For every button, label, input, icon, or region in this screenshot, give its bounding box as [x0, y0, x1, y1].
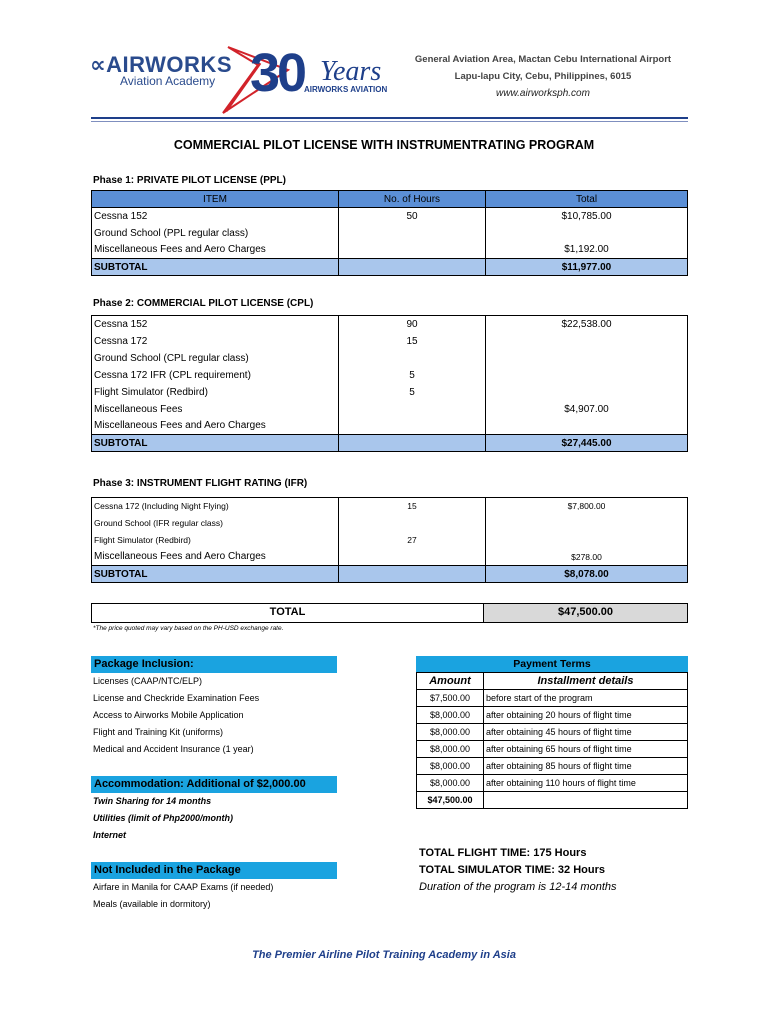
- table-row: $8,000.00 after obtaining 45 hours of flight time: [417, 724, 688, 741]
- address-line-1: General Aviation Area, Mactan Cebu International Airport: [414, 54, 672, 65]
- payment-terms-table: [416, 672, 688, 809]
- package-inclusion-header: Package Inclusion:: [91, 656, 337, 673]
- phase1-title: Phase 1: PRIVATE PILOT LICENSE (PPL): [93, 175, 286, 186]
- header-divider: [91, 117, 688, 119]
- table-row: Flight Simulator (Redbird) 5: [92, 384, 688, 401]
- table-row: Ground School (PPL regular class): [92, 225, 688, 242]
- address-block: [408, 51, 678, 102]
- accommodation-list: [93, 793, 233, 844]
- list-item: Internet: [93, 830, 127, 840]
- payment-header-row: [417, 673, 688, 690]
- logo-subtitle: Aviation Academy: [120, 74, 216, 88]
- address-line-2: Lapu-lapu City, Cebu, Philippines, 6015: [454, 71, 632, 82]
- accommodation-header: Accommodation: Additional of $2,000.00: [91, 776, 337, 793]
- col-amount: Amount: [417, 673, 484, 690]
- col-total: Total: [486, 191, 688, 208]
- table-row: Cessna 152 90 $22,538.00: [92, 316, 688, 333]
- col-hours: No. of Hours: [339, 191, 486, 208]
- list-item: Utilities (limit of Php2000/month): [93, 813, 234, 823]
- table-row: Miscellaneous Fees and Aero Charges $1,192.00: [92, 242, 688, 259]
- table-row: Miscellaneous Fees and Aero Charges: [92, 418, 688, 435]
- exchange-rate-note: *The price quoted may vary based on the PH-USD exchange rate.: [93, 625, 284, 632]
- list-item: Meals (available in dormitory): [93, 899, 211, 909]
- package-inclusion-list: [93, 673, 259, 758]
- phase2-table: [91, 315, 688, 452]
- subtotal-row: SUBTOTAL $27,445.00: [92, 435, 688, 452]
- total-simulator-time: TOTAL SIMULATOR TIME: 32 Hours: [419, 864, 605, 876]
- phase2-title: Phase 2: COMMERCIAL PILOT LICENSE (CPL): [93, 298, 314, 309]
- list-item: Access to Airworks Mobile Application: [93, 710, 244, 720]
- subtotal-row: SUBTOTAL $8,078.00: [92, 566, 688, 583]
- phase3-title: Phase 3: INSTRUMENT FLIGHT RATING (IFR): [93, 478, 308, 489]
- col-installment-details: Installment details: [484, 673, 688, 690]
- col-item: ITEM: [92, 191, 339, 208]
- list-item: Airfare in Manila for CAAP Exams (if needed): [93, 882, 274, 892]
- program-summary: [419, 845, 617, 896]
- list-item: Flight and Training Kit (uniforms): [93, 727, 224, 737]
- phase1-table: [91, 190, 688, 276]
- table-row: Ground School (IFR regular class): [92, 515, 688, 532]
- table-row: Cessna 172 (Including Night Flying) 15 $7,800.00: [92, 498, 688, 515]
- table-row: Ground School (CPL regular class): [92, 350, 688, 367]
- website-link[interactable]: www.airworksph.com: [496, 88, 590, 99]
- table-row: Flight Simulator (Redbird) 27: [92, 532, 688, 549]
- subtotal-row: SUBTOTAL $11,977.00: [92, 259, 688, 276]
- total-flight-time: TOTAL FLIGHT TIME: 175 Hours: [419, 847, 587, 859]
- list-item: Licenses (CAAP/NTC/ELP): [93, 676, 203, 686]
- table-row: Cessna 152 50 $10,785.00: [92, 208, 688, 225]
- logo-brand-text: ∝AIRWORKS: [90, 52, 232, 77]
- list-item: License and Checkride Examination Fees: [93, 693, 260, 703]
- not-included-header: Not Included in the Package: [91, 862, 337, 879]
- table-row: $8,000.00 after obtaining 110 hours of flight time: [417, 775, 688, 792]
- logo-mark-icon: ∝: [90, 52, 107, 77]
- grand-total-value: $47,500.00: [484, 604, 687, 622]
- table-row: Miscellaneous Fees and Aero Charges $278.00: [92, 549, 688, 566]
- phase3-table: [91, 497, 688, 583]
- list-item: Twin Sharing for 14 months: [93, 796, 212, 806]
- payment-terms-header: Payment Terms: [416, 656, 688, 672]
- table-row: Cessna 172 15: [92, 333, 688, 350]
- footer-tagline: The Premier Airline Pilot Training Academy in Asia: [252, 949, 516, 961]
- table-row: Miscellaneous Fees $4,907.00: [92, 401, 688, 418]
- payment-total-row: $47,500.00: [417, 792, 688, 809]
- table-row: $8,000.00 after obtaining 65 hours of flight time: [417, 741, 688, 758]
- program-duration: Duration of the program is 12-14 months: [419, 881, 617, 893]
- academy-logo: [90, 40, 420, 120]
- table-row: $8,000.00 after obtaining 85 hours of flight time: [417, 758, 688, 775]
- not-included-list: [93, 879, 273, 913]
- list-item: Medical and Accident Insurance (1 year): [93, 744, 254, 754]
- anniversary-number: 30: [250, 43, 305, 103]
- grand-total: [91, 603, 688, 623]
- document-title: COMMERCIAL PILOT LICENSE WITH INSTRUMENTRATING PROGRAM: [173, 138, 595, 152]
- header-divider-thin: [91, 121, 688, 122]
- anniversary-brand: AIRWORKS AVIATION: [304, 85, 388, 94]
- grand-total-label: TOTAL: [92, 604, 484, 622]
- table-row: Cessna 172 IFR (CPL requirement) 5: [92, 367, 688, 384]
- anniversary-word: Years: [320, 56, 382, 87]
- table-header-row: [92, 191, 688, 208]
- table-row: $7,500.00 before start of the program: [417, 690, 688, 707]
- table-row: $8,000.00 after obtaining 20 hours of flight time: [417, 707, 688, 724]
